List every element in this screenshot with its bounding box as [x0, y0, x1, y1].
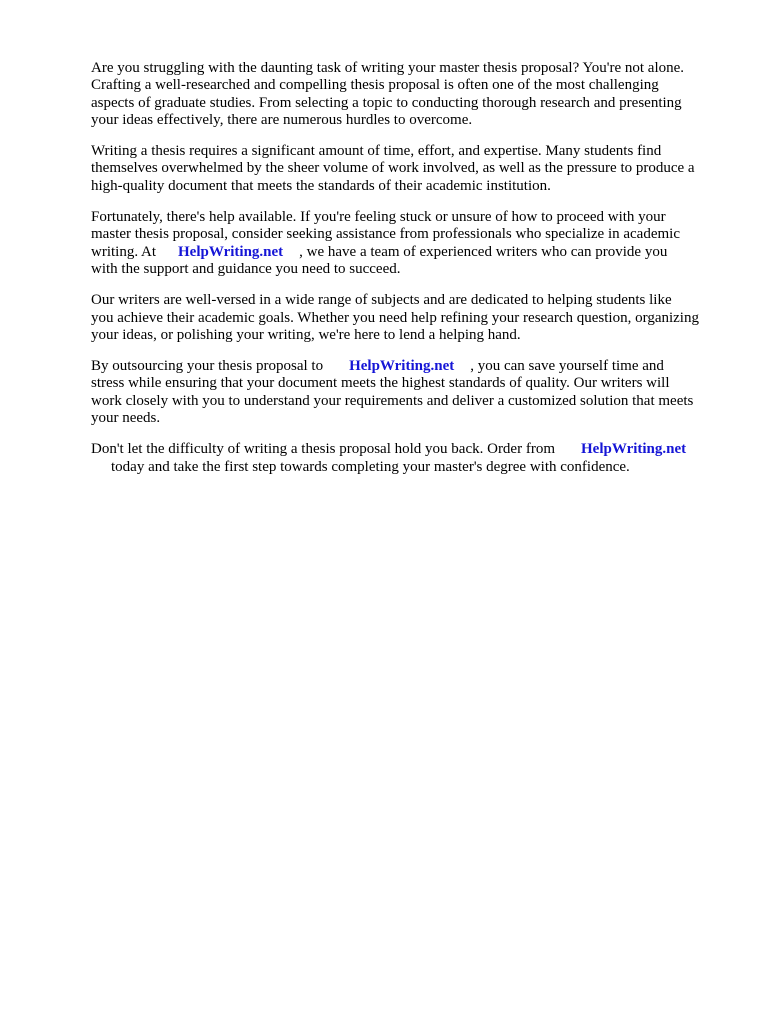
text-line: Fortunately, there's help available. If you're feeling stuck or unsure of how to proceed with your — [91, 209, 666, 226]
text-line: your ideas, or polishing your writing, we're here to lend a helping hand. — [91, 326, 521, 343]
text-line: you achieve their academic goals. Whether you need help refining your research question, organizing — [91, 309, 699, 326]
text-fragment: , you can save yourself time and — [470, 358, 664, 375]
paragraph-help-available — [91, 209, 731, 278]
text-fragment: , we have a team of experienced writers who can provide you — [299, 243, 668, 260]
text-line: high-quality document that meets the standards of their academic institution. — [91, 177, 551, 194]
document-body — [91, 60, 731, 490]
text-line: work closely with you to understand your requirements and deliver a customized solution that meets — [91, 392, 694, 409]
text-line: master thesis proposal, consider seeking assistance from professionals who specialize in academic — [91, 226, 680, 243]
text-fragment: Don't let the difficulty of writing a thesis proposal hold you back. Order from — [91, 441, 555, 458]
text-line: themselves overwhelmed by the sheer volume of work involved, as well as the pressure to produce a — [91, 160, 695, 177]
paragraph-effort — [91, 143, 731, 195]
paragraph-outsourcing — [91, 358, 731, 427]
text-line: Writing a thesis requires a significant amount of time, effort, and expertise. Many students find — [91, 143, 662, 160]
text-line: today and take the first step towards completing your master's degree with confidence. — [111, 458, 630, 475]
text-line: Crafting a well-researched and compelling thesis proposal is often one of the most challenging — [91, 77, 659, 94]
text-line: aspects of graduate studies. From selecting a topic to conducting thorough research and presenting — [91, 94, 682, 111]
text-line: Are you struggling with the daunting task of writing your master thesis proposal? You're not alone. — [91, 60, 685, 76]
text-line: your ideas effectively, there are numerous hurdles to overcome. — [91, 111, 473, 128]
helpwriting-link[interactable]: HelpWriting.net — [581, 441, 687, 458]
text-fragment: writing. At — [91, 243, 157, 260]
helpwriting-link[interactable]: HelpWriting.net — [178, 243, 284, 260]
text-line-with-link — [91, 441, 731, 458]
text-line-with-link — [91, 358, 731, 375]
text-line: stress while ensuring that your document meets the highest standards of quality. Our writers will — [91, 375, 670, 392]
text-line: Our writers are well-versed in a wide range of subjects and are dedicated to helping students like — [91, 292, 672, 309]
paragraph-call-to-action — [91, 441, 731, 476]
text-fragment: By outsourcing your thesis proposal to — [91, 358, 324, 375]
helpwriting-link[interactable]: HelpWriting.net — [349, 358, 455, 375]
paragraph-writers — [91, 292, 731, 344]
text-line: your needs. — [91, 410, 161, 427]
paragraph-intro — [91, 60, 731, 129]
text-line-with-link — [91, 244, 731, 261]
text-line: with the support and guidance you need to succeed. — [91, 260, 401, 277]
